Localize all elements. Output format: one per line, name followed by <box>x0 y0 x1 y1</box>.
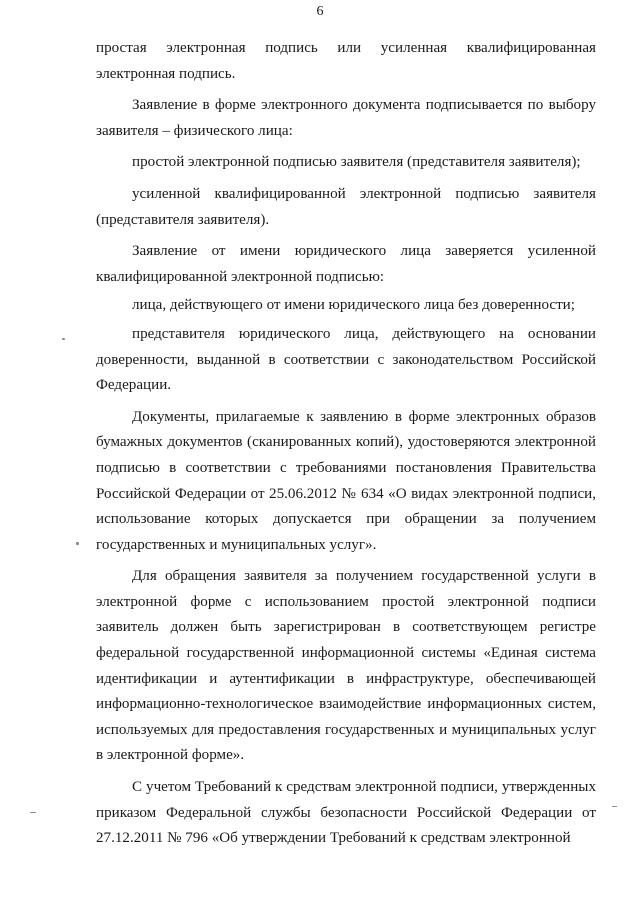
scan-speck <box>612 806 617 807</box>
scan-speck <box>76 542 79 545</box>
scan-speck <box>62 338 65 340</box>
paragraph: лица, действующего от имени юридического лица без доверенности; <box>132 297 575 314</box>
paragraph: Заявление от имени юридического лица заверяется усиленной квалифицированной электронной подписью: <box>96 243 596 285</box>
paragraph: простой электронной подписью заявителя (представителя заявителя); <box>132 154 581 171</box>
paragraph: Заявление в форме электронного документа подписывается по выбору заявителя – физического лица: <box>96 97 596 139</box>
paragraph: С учетом Требований к средствам электронной подписи, утвержденных приказом Федеральной службы безопасности Российской Федерации от 27.12.2011 № 796 «Об утверждении Требований к средствам электронной <box>96 779 596 847</box>
body-text <box>96 36 596 852</box>
paragraph: усиленной квалифицированной электронной подписью заявителя (представителя заявителя). <box>96 185 596 228</box>
scan-speck <box>30 812 36 813</box>
paragraph: Документы, прилагаемые к заявлению в форме электронных образов бумажных документов (сканированных копий), удостоверяются электронной подписью в соответствии с требованиями постановления Правительства Российской Федерации от 25.06.2012 № 634 «О видах электронной подписи, использование которых допускается при обращении за получением государственных и муниципальных услуг». <box>96 408 596 553</box>
page-number: 6 <box>316 4 324 19</box>
paragraph: Для обращения заявителя за получением государственной услуги в электронной форме с использованием простой электронной подписи заявитель должен быть зарегистрирован в соответствующем регистре федеральной государственной информационной системы «Единая система идентификации и аутентификации в инфраструктуре, обеспечивающей информационно-технологическое взаимодействие информационных систем, используемых для предоставления государственных и муниципальных услуг в электронной форме». <box>96 568 596 764</box>
paragraph: представителя юридического лица, действующего на основании доверенности, выданной в соответствии с законодательством Российской Федерации. <box>96 325 596 394</box>
paragraph-continuation: простая электронная подпись или усиленная квалифицированная электронная подпись. <box>96 40 596 82</box>
